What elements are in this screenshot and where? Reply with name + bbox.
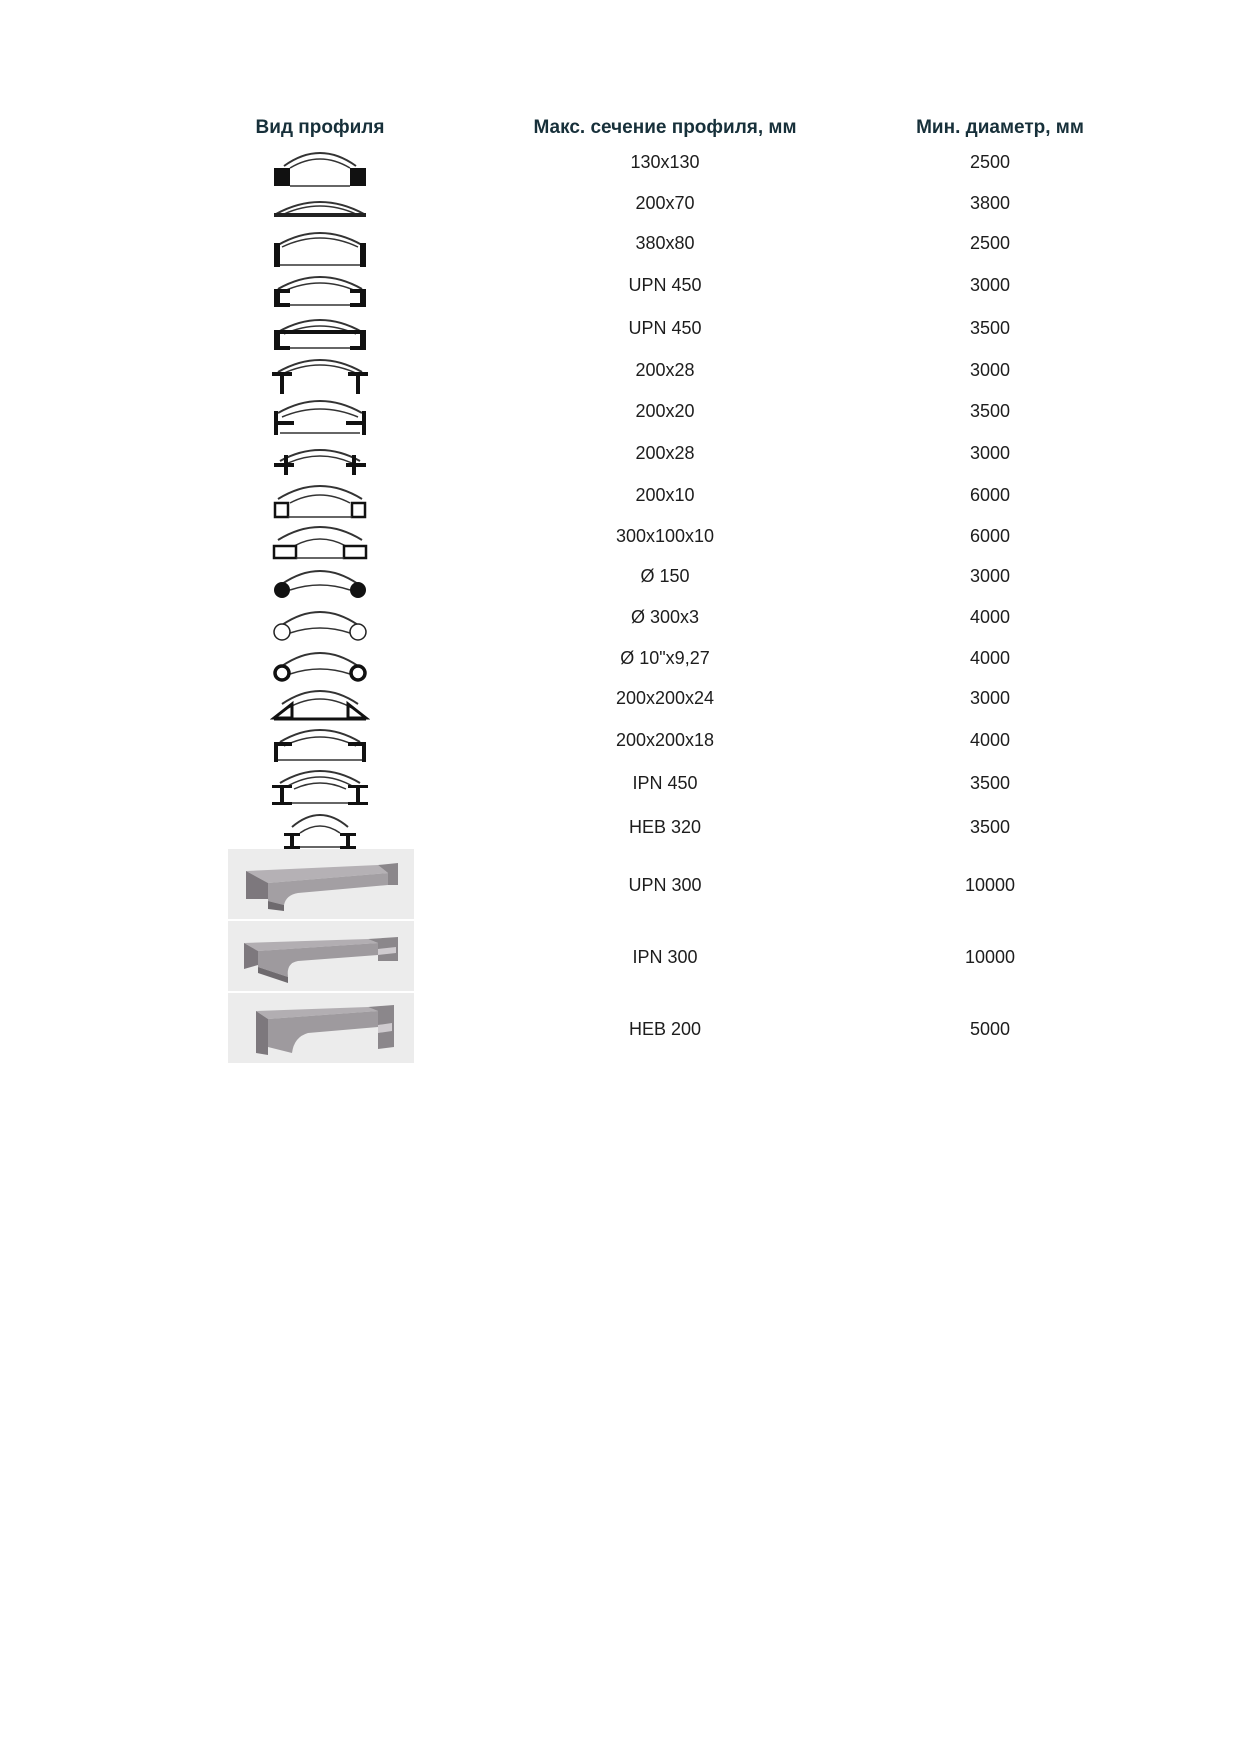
section-cell: Ø 150 [640,566,690,586]
diameter-cell: 6000 [969,485,1011,505]
h-beam-profile-icon [270,809,370,851]
diameter-cell: 4000 [969,648,1011,668]
diameter-cell: 3000 [969,566,1011,586]
channel-inward-profile-icon [270,269,370,311]
diameter-cell: 3000 [969,360,1011,380]
flat-bar-profile-icon [270,188,370,230]
diameter-cell: 4000 [969,607,1011,627]
section-cell: 300x100x10 [615,526,715,546]
diameter-cell: 3000 [969,443,1011,463]
flat-bar-edge-profile-icon [270,227,370,269]
channel-outward-profile-icon [270,312,370,354]
section-cell: Ø 10"x9,27 [620,648,710,668]
rect-tube-profile-icon [270,520,370,562]
section-cell: 200x200x24 [615,688,715,708]
section-cell: 200x10 [635,485,695,505]
round-tube-thick-profile-icon [270,642,370,684]
diameter-cell: 3000 [969,688,1011,708]
diameter-cell: 3000 [969,275,1011,295]
diameter-cell: 3500 [969,401,1011,421]
round-tube-thin-profile-icon [270,601,370,643]
section-cell: 130x130 [630,152,700,172]
heb-bent-photo [228,993,414,1063]
upn-bent-photo [228,849,414,919]
square-tube-profile-icon [270,479,370,521]
diameter-cell: 6000 [969,526,1011,546]
diameter-cell: 2500 [969,233,1011,253]
diameter-cell: 3500 [969,318,1011,338]
round-bar-profile-icon [270,560,370,602]
section-cell: 200x28 [635,443,695,463]
section-cell: UPN 300 [628,875,702,895]
square-bar-profile-icon [270,148,370,190]
section-cell: UPN 450 [628,275,702,295]
section-cell: 200x200x18 [615,730,715,750]
section-cell: 200x70 [635,193,695,213]
ipn-bent-photo [228,921,414,991]
section-cell: 200x28 [635,360,695,380]
section-cell: 200x20 [635,401,695,421]
diameter-cell: 3500 [969,773,1011,793]
diameter-cell: 3800 [969,193,1011,213]
diameter-cell: 5000 [969,1019,1011,1039]
diameter-cell: 2500 [969,152,1011,172]
angle-out-profile-icon [270,682,370,724]
t-bar-down-profile-icon [270,354,370,396]
header-profile-type: Вид профиля [255,117,385,138]
angle-in-profile-icon [270,724,370,766]
section-cell: 380x80 [635,233,695,253]
header-min-diameter: Мин. диаметр, мм [916,117,1084,138]
diameter-cell: 10000 [964,875,1016,895]
section-cell: Ø 300x3 [630,607,700,627]
section-cell: HEB 200 [628,1019,702,1039]
diameter-cell: 10000 [964,947,1016,967]
diameter-cell: 4000 [969,730,1011,750]
section-cell: IPN 450 [632,773,698,793]
i-beam-profile-icon [270,767,370,809]
t-bar-in-profile-icon [270,437,370,479]
section-cell: UPN 450 [628,318,702,338]
diameter-cell: 3500 [969,817,1011,837]
section-cell: HEB 320 [628,817,702,837]
section-cell: IPN 300 [632,947,698,967]
header-max-section: Макс. сечение профиля, мм [533,117,797,138]
t-bar-out-profile-icon [270,395,370,437]
